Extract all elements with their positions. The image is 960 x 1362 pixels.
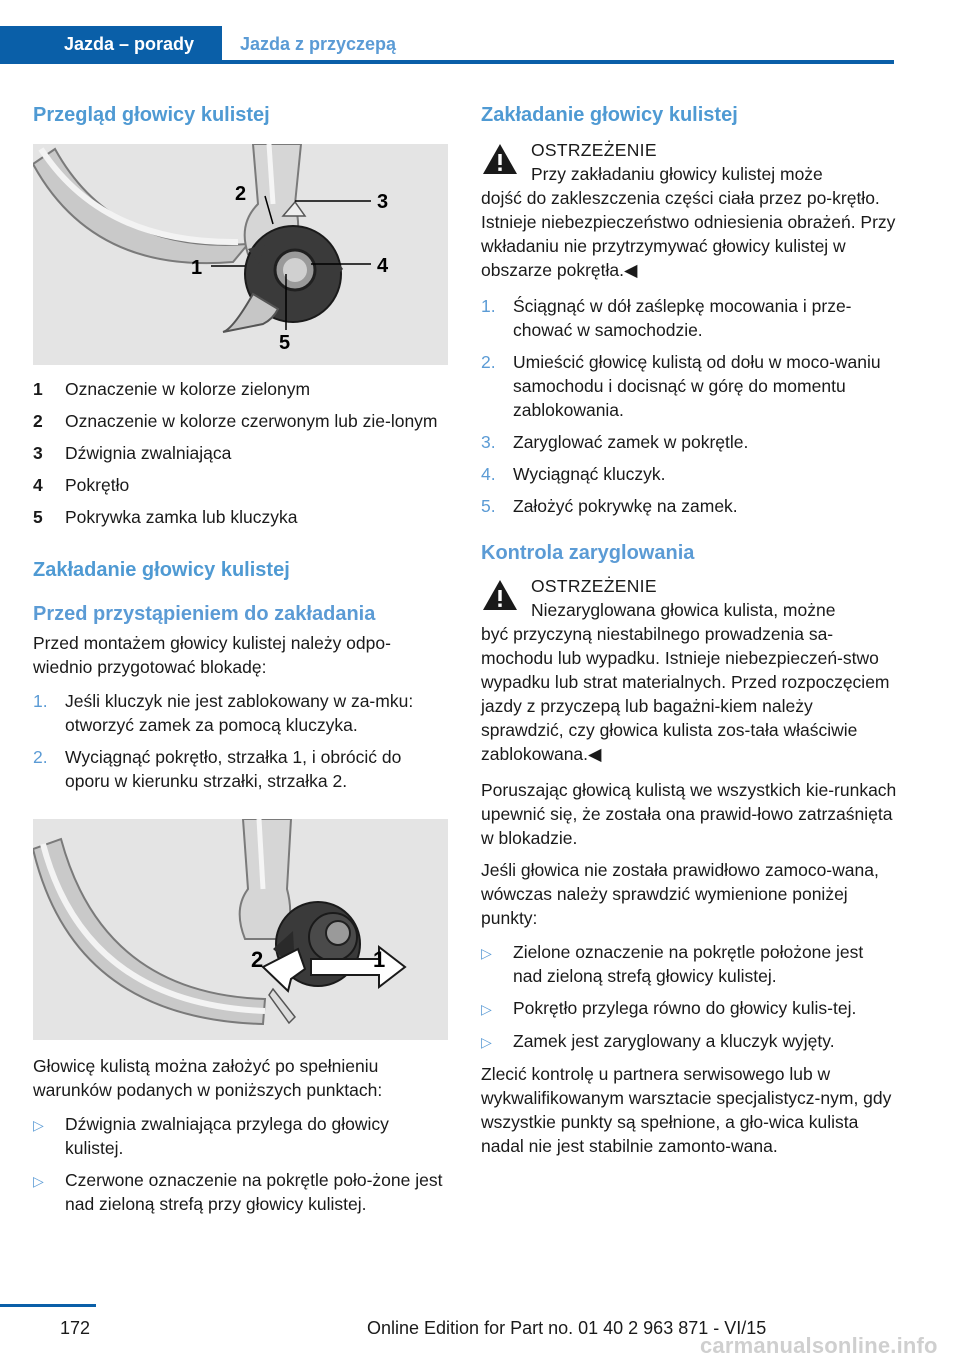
edition-text: Online Edition for Part no. 01 40 2 963 871 - VI/15 <box>367 1318 767 1338</box>
chapter-tab[interactable] <box>0 26 222 64</box>
triangle-bullet-icon: ▷ <box>481 945 492 961</box>
before-steps <box>33 689 449 793</box>
footer-rule <box>0 1304 96 1307</box>
paragraph: Zlecić kontrolę u partnera serwisowego lub w wykwalifikowanym warsztacie specjalistycz‐nym, gdy wszystkie punkty są spełnione, a gło‐wica kulista nadal nie jest stabilnie zamonto‐wana. <box>481 1064 892 1156</box>
list-item: 1. Jeśli kluczyk nie jest zablokowany w za‐mku: otworzyć zamek za pomocą kluczyka. <box>33 691 414 735</box>
conditions-text: Głowicę kulistą można założyć po spełnieniu warunków podanych w poniższych punktach: <box>33 1056 383 1100</box>
right-column <box>481 100 897 1158</box>
list-item: 2. Wyciągnąć pokrętło, strzałka 1, i obrócić do oporu w kierunku strzałki, strzałka 2. <box>33 747 402 791</box>
knob-rotation-figure <box>33 819 448 1040</box>
page-header <box>0 0 894 64</box>
figure2-label-1: 1 <box>373 947 386 972</box>
mount-heading-right: Zakładanie głowicy kulistej <box>481 104 738 126</box>
figure1-label-3: 3 <box>377 191 389 213</box>
legend-item: 2 Oznaczenie w kolorze czerwonym lub zie‐lonym <box>33 411 438 431</box>
warning-triangle-icon <box>481 578 519 612</box>
legend-item: 1 Oznaczenie w kolorze zielonym <box>33 379 311 399</box>
figure2-label-2: 2 <box>251 947 264 972</box>
list-item: 3. Zaryglować zamek w pokrętle. <box>481 432 749 452</box>
mount-heading: Zakładanie głowicy kulistej <box>33 559 290 581</box>
watermark: carmanualsonline.info <box>700 1333 938 1358</box>
list-item: ▷ Czerwone oznaczenie na pokrętle poło‐żone jest nad zieloną strefą przy głowicy kulistej. <box>33 1170 443 1214</box>
section-tab[interactable]: Jazda z przyczepą <box>240 34 397 54</box>
list-item: ▷ Zamek jest zaryglowany a kluczyk wyjęty. <box>481 1029 897 1054</box>
check-list <box>481 940 897 1054</box>
before-heading: Przed przystąpieniem do zakładania <box>33 603 376 625</box>
figure1-label-1: 1 <box>191 257 203 279</box>
triangle-bullet-icon: ▷ <box>33 1173 44 1189</box>
before-text: Przed montażem głowicy kulistej należy odpo‐wiednio przygotować blokadę: <box>33 633 391 677</box>
left-column <box>33 100 449 1216</box>
warning-text-first: Przy zakładaniu głowicy kulistej może <box>531 164 823 184</box>
triangle-bullet-icon: ▷ <box>481 1034 492 1050</box>
warning-box-1 <box>481 138 897 282</box>
legend-list <box>33 377 449 529</box>
mount-steps <box>481 294 897 518</box>
knob-rotation-drawing <box>33 819 448 1040</box>
list-item: ▷ Zielone oznaczenie na pokrętle położone jest nad zieloną strefą głowicy kulistej. <box>481 942 864 986</box>
triangle-bullet-icon: ▷ <box>33 1117 44 1133</box>
list-item: 4. Wyciągnąć kluczyk. <box>481 464 666 484</box>
warning-text: być przyczyną niestabilnego prowadzenia sa‐mochodu lub wypadku. Istnieje niebezpieczeń‐stwo wypadku lub strat materialnych. Przed rozpoczęciem jazdy z przyczepą lub bagażni‐kiem należy sprawdzić, czy głowica kulista zos‐tała właściwie zablokowana.◀ <box>481 624 890 764</box>
page-number: 172 <box>60 1318 91 1338</box>
warning-title: OSTRZEŻENIE <box>531 140 657 160</box>
list-item: 5. Założyć pokrywkę na zamek. <box>481 496 738 516</box>
check-heading: Kontrola zaryglowania <box>481 542 695 564</box>
conditions-list <box>33 1112 449 1216</box>
warning-title: OSTRZEŻENIE <box>531 576 657 596</box>
warning-text-first: Niezaryglowana głowica kulista, możne <box>531 600 836 620</box>
ball-head-overview-figure <box>33 144 448 365</box>
figure1-label-5: 5 <box>279 332 291 354</box>
warning-box-2 <box>481 574 897 766</box>
warning-triangle-icon <box>481 142 519 176</box>
legend-item: 4 Pokrętło <box>33 475 130 495</box>
ball-head-overview-drawing <box>33 144 448 365</box>
overview-heading: Przegląd głowicy kulistej <box>33 104 270 126</box>
paragraph: Poruszając głowicą kulistą we wszystkich kie‐runkach upewnić się, że została ona prawid‐łowo zatrzaśnięta w blokadzie. <box>481 780 897 848</box>
warning-text: dojść do zakleszczenia części ciała przez po‐krętło. Istnieje niebezpieczeństwo odniesienia obrażeń. Przy wkładaniu nie przytrzymywać głowicy kulistej w obszarze pokrętła.◀ <box>481 188 896 280</box>
list-item: 1. Ściągnąć w dół zaślepkę mocowania i prze‐chować w samochodzie. <box>481 296 852 340</box>
figure1-label-2: 2 <box>235 183 247 205</box>
paragraph: Jeśli głowica nie została prawidłowo zamoco‐wana, wówczas należy sprawdzić wymienione poniżej punkty: <box>481 860 879 928</box>
figure1-label-4: 4 <box>377 255 389 277</box>
chapter-tab-label: Jazda – porady <box>64 34 195 54</box>
legend-item: 5 Pokrywka zamka lub kluczyka <box>33 507 298 527</box>
header-rule <box>0 60 894 64</box>
legend-item: 3 Dźwignia zwalniająca <box>33 443 232 463</box>
list-item: 2. Umieścić głowicę kulistą od dołu w moco‐waniu samochodu i docisnąć w górę do momentu zablokowania. <box>481 352 881 420</box>
triangle-bullet-icon: ▷ <box>481 1001 492 1017</box>
list-item: ▷ Dźwignia zwalniająca przylega do głowicy kulistej. <box>33 1114 389 1158</box>
list-item: ▷ Pokrętło przylega równo do głowicy kulis‐tej. <box>481 996 897 1021</box>
